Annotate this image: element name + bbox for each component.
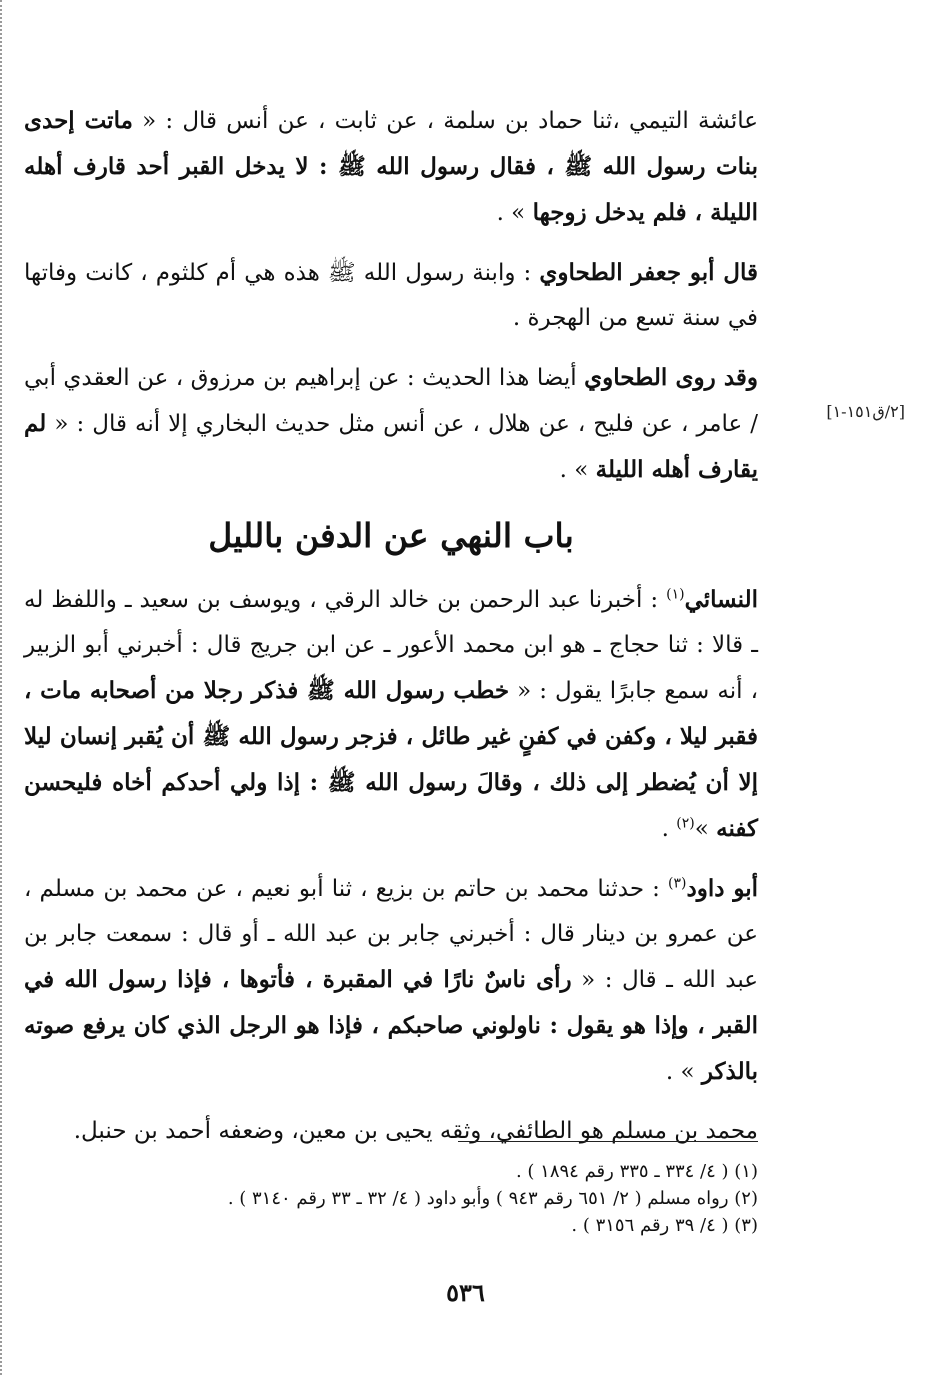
emphasized-text: وقد روى الطحاوي [584, 364, 758, 391]
footnotes [24, 1158, 758, 1239]
paragraph-text: » [694, 816, 717, 842]
paragraph-text: : حدثنا محمد بن حاتم بن بزيع ، ثنا أبو نعيم ، عن محمد بن مسلم ، عن عمرو بن دينار قال : أخبرني جابر بن عبد الله ـ أو قال : سمعت جابر بن عبد الله ـ قال : « [24, 876, 759, 993]
emphasized-text: خطب رسول الله ﷺ فذكر رجلا من أصحابه مات ، فقبر ليلا ، وكفن في كفنٍ غير طائل ، فزجر رسول الله ﷺ أن يُقبر إنسان ليلا إلا أن يُضطر إلى ذلك ، وقالَ رسول الله ﷺ : إذا ولي أحدكم أخاه فليحسن كفنه [24, 677, 758, 842]
paragraph-text: عائشة التيمي ،ثنا حماد بن سلمة ، عن ثابت ، عن أنس قال : « [132, 108, 758, 134]
footnote-marker: (٢) [676, 815, 695, 832]
emphasized-text: النسائي [684, 586, 758, 613]
paragraph-text: » . [559, 457, 596, 483]
footnote-marker: (٣) [668, 875, 687, 892]
chapter-paragraphs [24, 577, 758, 1154]
footnote-1: (١) ( ٤/ ٣٣٤ ـ ٣٣٥ رقم ١٨٩٤ ) . [515, 1161, 758, 1182]
footnote-2: (٢) رواه مسلم ( ٢/ ٦٥١ رقم ٩٤٣ ) وأبو داود ( ٤/ ٣٢ ـ ٣٣ رقم ٣١٤٠ ) . [227, 1188, 758, 1209]
paragraph-text: : وابنة رسول الله ﷺ هذه هي أم كلثوم ، كانت وفاتها في سنة تسع من الهجرة . [24, 260, 758, 331]
binding-margin-line [0, 0, 4, 1375]
paragraph-text: . [661, 816, 677, 842]
chapter-heading: باب النهي عن الدفن بالليل [208, 516, 574, 555]
paragraph-text: » . [496, 200, 533, 226]
paragraph [24, 250, 758, 341]
emphasized-text: ماتت إحدى بنات رسول الله ﷺ ، فقال رسول الله ﷺ : لا يدخل القبر أحد قارف أهله الليلة ، فلم يدخل زوجها [24, 107, 758, 226]
paragraph-text: » . [665, 1059, 702, 1085]
opening-paragraphs [24, 98, 758, 493]
emphasized-text: أبو داود [686, 875, 758, 902]
paragraph [24, 98, 758, 236]
emphasized-text: رأى ناسٌ نارًا في المقبرة ، فأتوها ، فإذا رسول الله في القبر ، وإذا هو يقول : ناولوني صاحبكم ، فإذا هو الرجل الذي كان يرفع صوته بالذكر [24, 966, 758, 1085]
emphasized-text: قال أبو جعفر الطحاوي [539, 259, 759, 286]
paragraph-text: أيضا هذا الحديث : عن إبراهيم بن مرزوق ، عن العقدي أبي / عامر ، عن فليح ، عن هلال ، عن أنس مثل حديث البخاري إلا أنه قال : « [24, 365, 758, 437]
paragraph [24, 577, 758, 852]
paragraph-text: : أخبرنا عبد الرحمن بن خالد الرقي ، ويوسف بن سعيد ـ واللفظ له ـ قالا : ثنا حجاج ـ هو ابن محمد الأعور ـ عن ابن جريج قال : أخبرني أبو الزبير ، أنه سمع جابرًا يقول : « [24, 587, 758, 704]
footnote-3: (٣) ( ٤/ ٣٩ رقم ٣١٥٦ ) . [571, 1215, 758, 1236]
paragraph [24, 355, 758, 493]
page-body [24, 98, 758, 1168]
footnote-marker: (١) [666, 586, 685, 603]
manuscript-side-reference: [٢/ق١٥١-١] [826, 402, 905, 421]
page-number: ٥٣٦ [446, 1278, 485, 1307]
paragraph-text: محمد بن مسلم هو الطائفي، وثقه يحيى بن معين، وضعفه أحمد بن حنبل. [73, 1118, 758, 1144]
paragraph [24, 866, 758, 1095]
emphasized-text: لم يقارف أهله الليلة [24, 410, 758, 483]
footnote-separator [458, 1141, 758, 1142]
paragraph [24, 1109, 758, 1154]
